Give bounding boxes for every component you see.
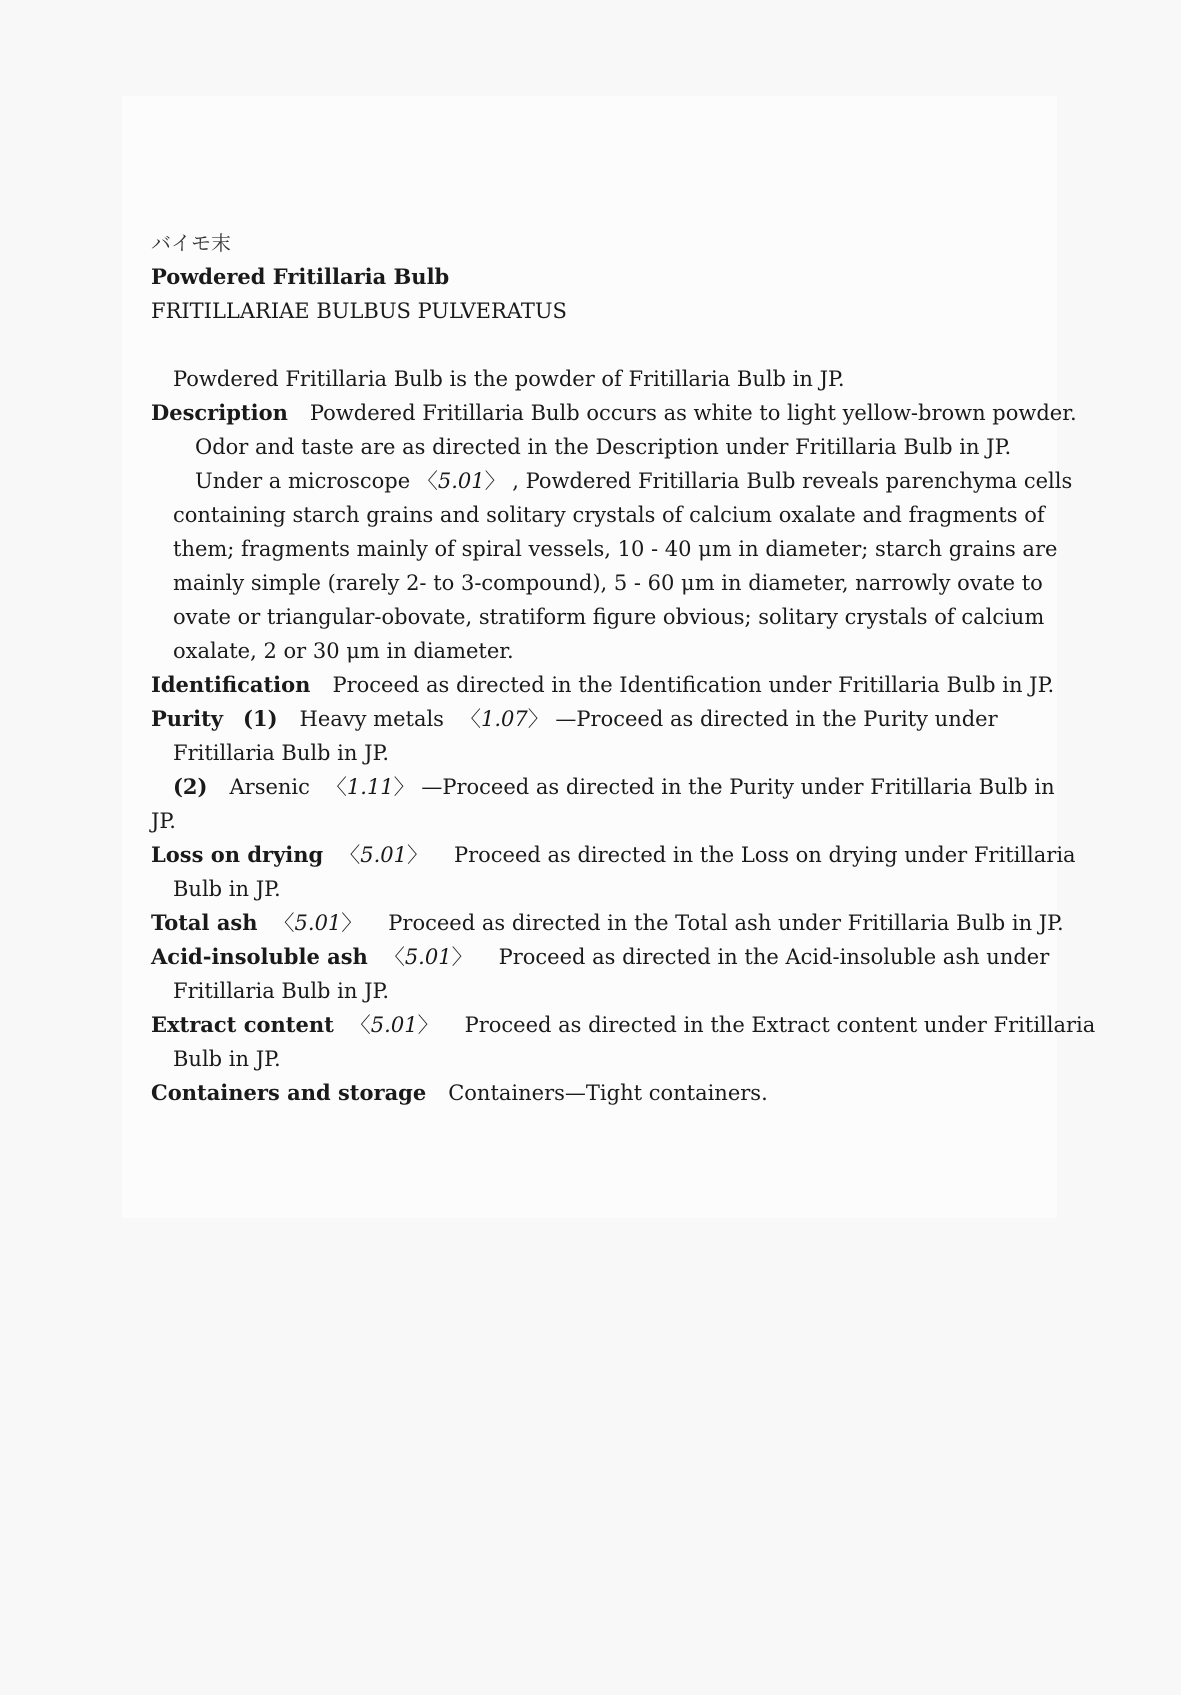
description-line-1 bbox=[151, 396, 1077, 430]
purity-line-2: Fritillaria Bulb in JP. bbox=[173, 741, 390, 765]
loss-on-drying-line-1: Loss on drying 〈5.01〉 Proceed as directed in the Loss on drying under Fritillaria bbox=[151, 842, 1076, 867]
description-heading: Description bbox=[151, 400, 288, 425]
description-line-6: mainly simple (rarely 2- to 3-compound), 5 - 60 μm in diameter, narrowly ovate to bbox=[173, 571, 1043, 595]
purity-item-1-text: —Proceed as directed in the Purity under bbox=[555, 707, 998, 731]
acid-insoluble-ash-line-1: Acid-insoluble ash 〈5.01〉 Proceed as directed in the Acid-insoluble ash under bbox=[151, 944, 1050, 969]
purity-item-2-ref: 1.11 bbox=[346, 775, 394, 799]
extract-content-heading: Extract content bbox=[151, 1012, 334, 1037]
purity-line-3: (2) Arsenic 〈1.11〉 —Proceed as directed in the Purity under Fritillaria Bulb in bbox=[173, 774, 1055, 799]
title-text: Powdered Fritillaria Bulb bbox=[151, 264, 450, 289]
total-ash-ref: 5.01 bbox=[294, 911, 342, 935]
description-line-8: oxalate, 2 or 30 μm in diameter. bbox=[173, 639, 514, 663]
extract-content-line-2: Bulb in JP. bbox=[173, 1047, 281, 1071]
total-ash-line: Total ash 〈5.01〉 Proceed as directed in the Total ash under Fritillaria Bulb in JP. bbox=[151, 910, 1064, 935]
purity-item-2-title: Arsenic bbox=[229, 775, 310, 799]
purity-item-2-number: (2) bbox=[173, 774, 208, 799]
loss-on-drying-line-2: Bulb in JP. bbox=[173, 877, 281, 901]
extract-content-text: Proceed as directed in the Extract content under Fritillaria bbox=[464, 1013, 1096, 1037]
extract-content-line-1: Extract content 〈5.01〉 Proceed as directed in the Extract content under Fritillaria bbox=[151, 1012, 1096, 1037]
total-ash-heading: Total ash bbox=[151, 910, 258, 935]
intro-paragraph: Powdered Fritillaria Bulb is the powder of Fritillaria Bulb in JP. bbox=[173, 367, 845, 391]
purity-item-1-title: Heavy metals bbox=[299, 707, 444, 731]
purity-line-4: JP. bbox=[151, 809, 176, 833]
total-ash-text: Proceed as directed in the Total ash under Fritillaria Bulb in JP. bbox=[388, 911, 1064, 935]
acid-insoluble-ash-ref: 5.01 bbox=[404, 945, 452, 969]
description-line-3: Under a microscope 〈5.01〉 , Powdered Fritillaria Bulb reveals parenchyma cells bbox=[195, 469, 1073, 493]
identification-heading: Identification bbox=[151, 672, 311, 697]
acid-insoluble-ash-heading: Acid-insoluble ash bbox=[151, 944, 368, 969]
purity-heading: Purity bbox=[151, 706, 224, 731]
japanese-title: バイモ末 bbox=[151, 231, 231, 255]
latin-title: FRITILLARIAE BULBUS PULVERATUS bbox=[151, 299, 567, 323]
description-text-1: Powdered Fritillaria Bulb occurs as white to light yellow-brown powder. bbox=[309, 401, 1077, 425]
microscope-text-cont: , Powdered Fritillaria Bulb reveals parenchyma cells bbox=[512, 469, 1073, 493]
description-line-7: ovate or triangular-obovate, stratiform figure obvious; solitary crystals of calcium bbox=[173, 605, 1045, 629]
purity-item-2-text: —Proceed as directed in the Purity under Fritillaria Bulb in bbox=[421, 775, 1055, 799]
monograph-title bbox=[151, 260, 449, 294]
loss-on-drying-heading: Loss on drying bbox=[151, 842, 324, 867]
microscope-text: Under a microscope bbox=[195, 469, 411, 493]
description-line-4: containing starch grains and solitary crystals of calcium oxalate and fragments of bbox=[173, 503, 1045, 527]
purity-item-1-ref: 1.07 bbox=[480, 707, 528, 731]
loss-on-drying-text: Proceed as directed in the Loss on drying under Fritillaria bbox=[453, 843, 1076, 867]
acid-insoluble-ash-line-2: Fritillaria Bulb in JP. bbox=[173, 979, 390, 1003]
purity-line-1: Purity (1) Heavy metals 〈1.07〉 —Proceed as directed in the Purity under bbox=[151, 706, 998, 731]
description-line-5: them; fragments mainly of spiral vessels, 10 - 40 μm in diameter; starch grains are bbox=[173, 537, 1058, 561]
acid-insoluble-ash-text: Proceed as directed in the Acid-insoluble ash under bbox=[498, 945, 1050, 969]
identification-line bbox=[151, 668, 1054, 702]
description-ref: 5.01 bbox=[437, 469, 485, 493]
containers-line bbox=[151, 1076, 768, 1110]
containers-heading: Containers and storage bbox=[151, 1080, 427, 1105]
purity-item-1-number: (1) bbox=[243, 706, 278, 731]
identification-text: Proceed as directed in the Identification under Fritillaria Bulb in JP. bbox=[332, 673, 1055, 697]
loss-on-drying-ref: 5.01 bbox=[360, 843, 407, 867]
description-line-2: Odor and taste are as directed in the Description under Fritillaria Bulb in JP. bbox=[195, 435, 1012, 459]
containers-text: Containers—Tight containers. bbox=[448, 1081, 768, 1105]
extract-content-ref: 5.01 bbox=[370, 1013, 418, 1037]
